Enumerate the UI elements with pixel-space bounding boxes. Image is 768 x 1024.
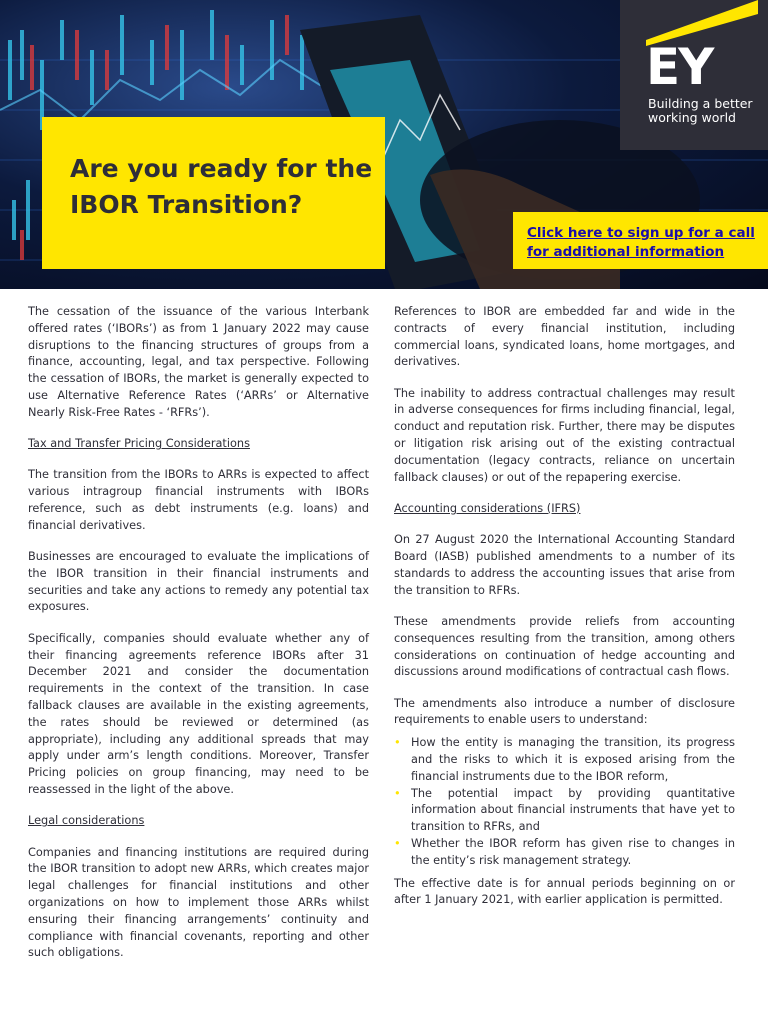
- cta-panel: [513, 212, 768, 269]
- right-column: [394, 304, 735, 924]
- title-panel: [42, 117, 385, 269]
- ey-tagline: Building a better working world: [648, 96, 753, 125]
- left-column: [28, 304, 369, 977]
- paragraph: References to IBOR are embedded far and wide in the contracts of every financial institution, including commercial loans, syndicated loans, home mortgages, and derivatives.: [394, 305, 735, 369]
- section-heading-accounting: Accounting considerations (IFRS): [394, 501, 581, 515]
- list-item: • The potential impact by providing quantitative information about financial instruments that have yet to transition to RFRs, and: [394, 786, 735, 834]
- paragraph: The cessation of the issuance of the various Interbank offered rates (‘IBORs’) as from 1 January 2022 may cause disruptions to the financing structures of groups from a finance, accounting, legal, and tax perspective. Following the cessation of IBORs, the market is generally expected to use Alternative Reference Rates (‘ARRs’ or Alternative Nearly Risk-Free Rates - ‘RFRs’).: [28, 305, 369, 419]
- section-heading-tax: Tax and Transfer Pricing Considerations: [28, 437, 250, 451]
- paragraph: These amendments provide reliefs from accounting consequences resulting from the transition, among others considerations on continuation of hedge accounting and discussions around modifications of contractual cash flows.: [394, 614, 735, 679]
- paragraph: The inability to address contractual challenges may result in adverse consequences for firms including financial, legal, conduct and reputation risk. Further, there may be disputes or litigation risk arising out of the existing contractual documentation (legacy contracts, reliance on uncertain fallback clauses) or out of the repapering exercise.: [394, 386, 735, 484]
- section-heading-legal: Legal considerations: [28, 814, 145, 828]
- disclosure-list: [394, 735, 735, 869]
- ey-logo: EY: [646, 38, 713, 96]
- paragraph: The amendments also introduce a number of disclosure requirements to enable users to understand:: [394, 696, 735, 727]
- list-item: • How the entity is managing the transition, its progress and the risks to which it is exposed arising from the financial instruments due to the IBOR reform,: [394, 736, 735, 783]
- paragraph: Companies and financing institutions are required during the IBOR transition to adopt new ARRs, which creates major legal challenges for financial institutions and other organizations on how to implement those ARRs whilst ensuring their financing arrangements’ continuity and compliance with financial covenants, reporting and other such obligations.: [28, 845, 369, 960]
- bullet-icon: •: [394, 786, 401, 800]
- bullet-icon: •: [394, 736, 401, 750]
- paragraph: The effective date is for annual periods beginning on or after 1 January 2021, with earlier application is permitted.: [394, 876, 735, 907]
- paragraph: Specifically, companies should evaluate whether any of their financing agreements reference IBORs after 31 December 2021 and consider the documentation requirements in the context of the transition. In case fallback clauses are available in the existing agreements, the rates should be reviewed or determined (as appropriate), including any additional spreads that may apply under arm’s length conditions. Moreover, Transfer Pricing policies on group financing, may need to be reassessed in the light of the above.: [28, 631, 369, 796]
- page-title: Are you ready for the IBOR Transition?: [70, 154, 373, 219]
- bullet-icon: •: [394, 837, 401, 851]
- list-item: • Whether the IBOR reform has given rise to changes in the entity’s risk management strategy.: [394, 837, 735, 867]
- paragraph: Businesses are encouraged to evaluate the implications of the IBOR transition in their financial instruments and securities and take any actions to remedy any potential tax exposures.: [28, 550, 369, 614]
- signup-call-link[interactable]: Click here to sign up for a call for additional information: [527, 225, 755, 260]
- paragraph: The transition from the IBORs to ARRs is expected to affect various intragroup financial instruments with IBORs reference, such as debt instruments (e.g. loans) and financial derivatives.: [28, 468, 369, 532]
- paragraph: On 27 August 2020 the International Accounting Standard Board (IASB) published amendments to a number of its standards to address the accounting issues that arise from the transition to RFRs.: [394, 533, 735, 597]
